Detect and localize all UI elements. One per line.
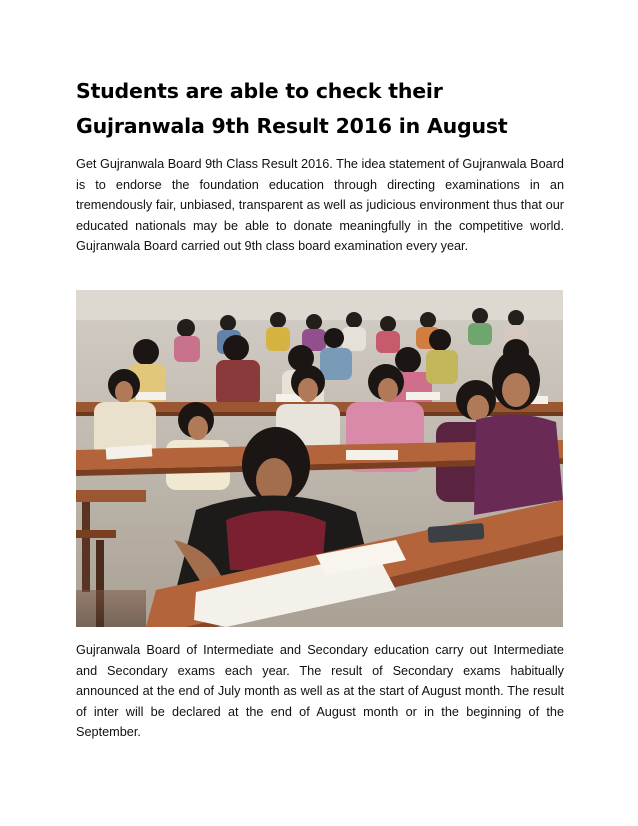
exam-hall-illustration (76, 290, 563, 627)
body-paragraph: Gujranwala Board of Intermediate and Secondary education carry out Intermediate and Secondary exams each year. The result of Secondary exams habitually announced at the end of July month as well as at the start of August month. The result of inter will be declared at the end of August month or in the beginning of the September. (76, 643, 564, 739)
intro-paragraph: Get Gujranwala Board 9th Class Result 2016. The idea statement of Gujranwala Board is to endorse the foundation education through directing examinations in an tremendously fair, unbiased, transparent as well as judicious environment thus that our educated nationals may be able to donate meaningfully in the competitive world. Gujranwala Board carried out 9th class board examination every year. (76, 157, 564, 253)
exam-hall-photo (76, 290, 563, 627)
article-title: Students are able to check their Gujranwala 9th Result 2016 in August (76, 79, 508, 138)
